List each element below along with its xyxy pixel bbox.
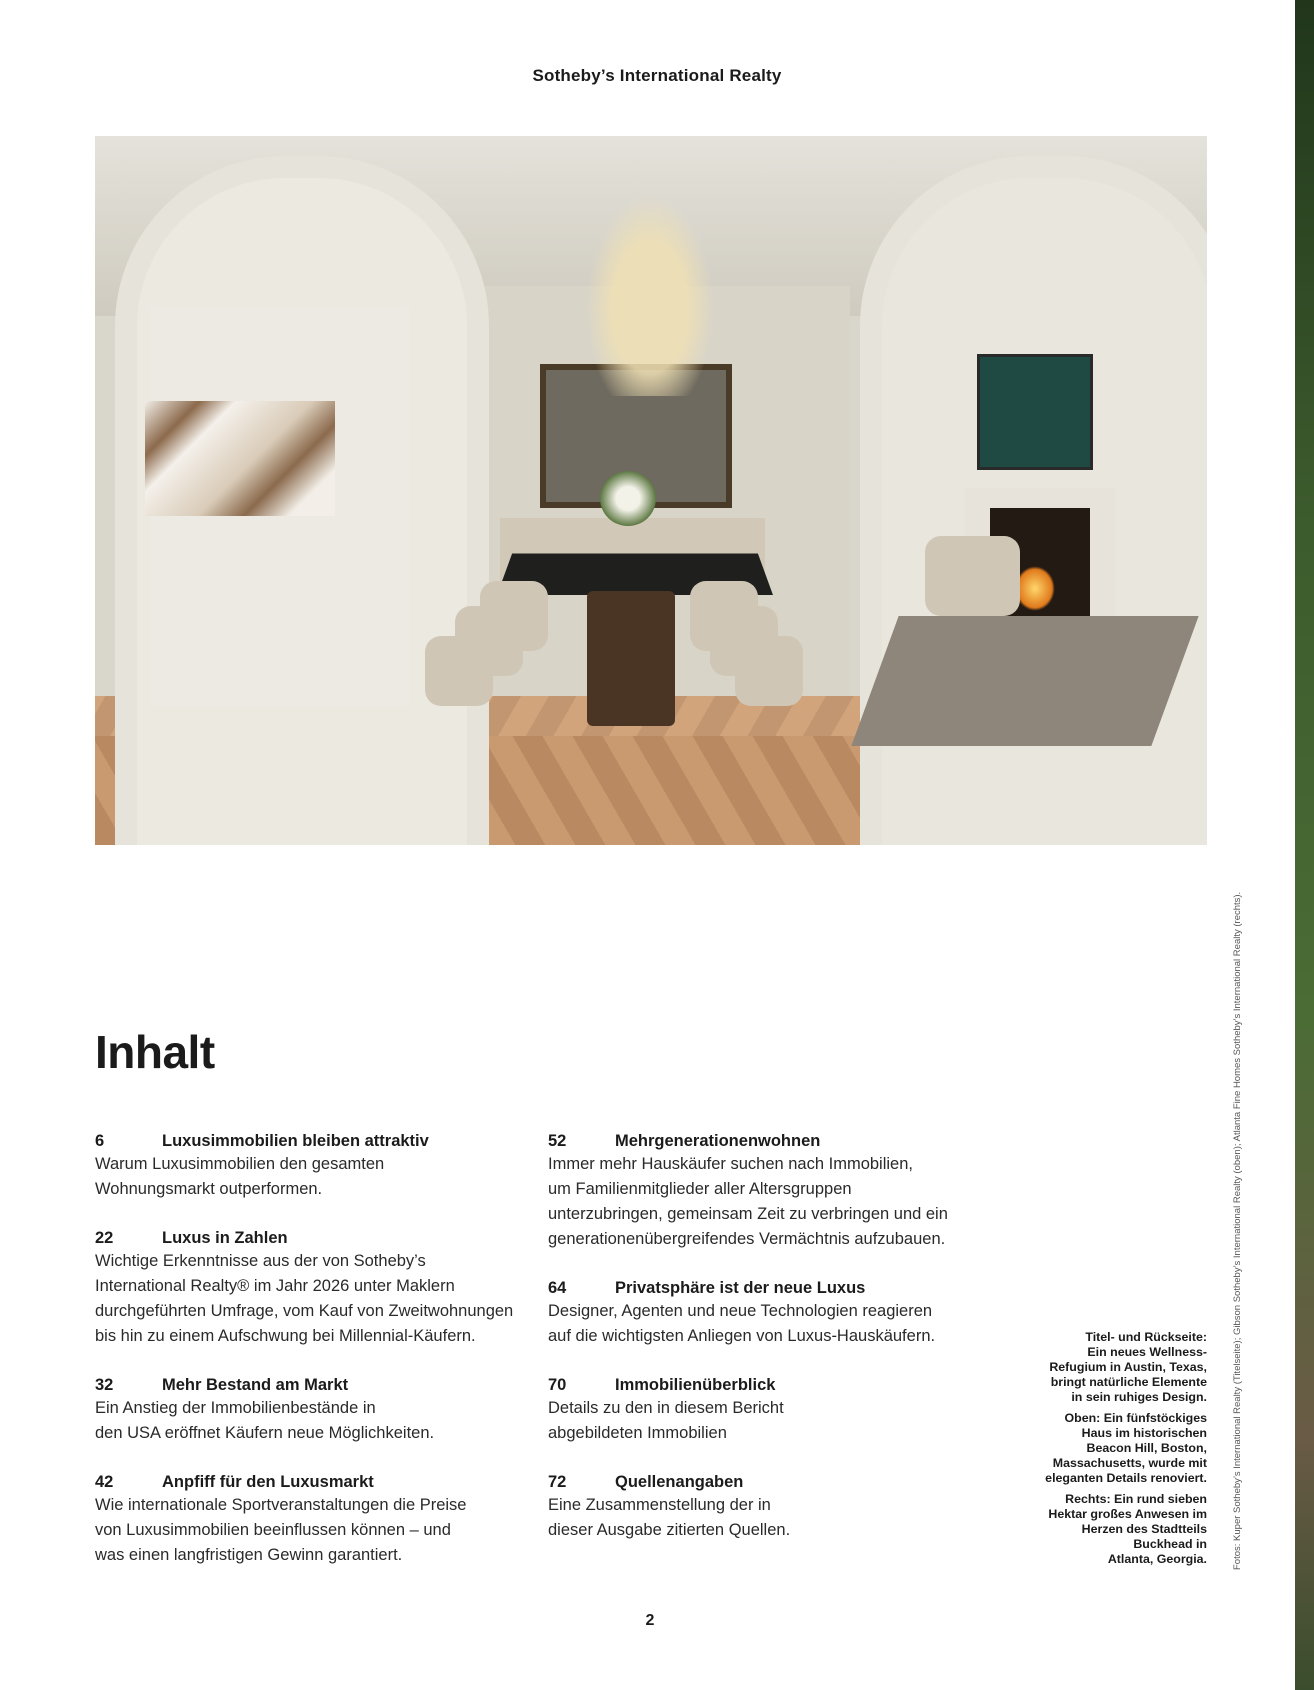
toc-entry-title: Luxusimmobilien bleiben attraktiv [162, 1132, 429, 1150]
toc-entry-title: Mehr Bestand am Markt [162, 1376, 349, 1394]
toc-entry-title: Luxus in Zahlen [162, 1229, 288, 1247]
toc-entry-heading [548, 1471, 978, 1493]
toc-page-number: 52 [548, 1132, 567, 1150]
photo-painting [977, 354, 1093, 470]
toc-entry-heading [95, 1227, 535, 1249]
toc-column-2 [548, 1130, 978, 1543]
toc-entry [95, 1471, 535, 1568]
toc-entry-description: Wie internationale Sportveranstaltungen die Preise von Luxusimmobilien beeinflussen können – und was einen langfristigen Gewinn garantiert. [95, 1496, 467, 1564]
photo-chair [690, 581, 758, 651]
toc-entry-description: Eine Zusammenstellung der in dieser Ausgabe zitierten Quellen. [548, 1496, 791, 1539]
photo-rug [851, 616, 1198, 746]
photo-marble-backsplash [145, 401, 335, 516]
toc-page-number: 42 [95, 1473, 114, 1491]
toc-entry [95, 1374, 535, 1446]
toc-entry-description: Wichtige Erkenntnisse aus der von Sotheby’s International Realty® im Jahr 2026 unter Maklern durchgeführten Umfrage, vom Kauf von Zweitwohnungen bis hin zu einem Aufschwung bei Millennial-Käufern. [95, 1252, 514, 1345]
caption-top: Oben: Ein fünfstöckiges Haus im historischen Beacon Hill, Boston, Massachusetts, wurde mit eleganten Details renoviert. [1045, 1411, 1207, 1485]
publisher-name: Sotheby’s International Realty [532, 66, 782, 85]
photo-flowers [600, 471, 656, 526]
toc-entry [548, 1374, 978, 1446]
page-title: Inhalt [95, 1026, 215, 1078]
adjacent-page-photo-edge [1295, 0, 1314, 1690]
toc-page-number: 32 [95, 1376, 114, 1394]
photo-armchair [925, 536, 1020, 616]
toc-entry-description: Warum Luxusimmobilien den gesamten Wohnungsmarkt outperformen. [95, 1155, 385, 1198]
toc-entry-description: Details zu den in diesem Bericht abgebildeten Immobilien [548, 1399, 784, 1442]
toc-page-number: 72 [548, 1473, 567, 1491]
photo-captions [1010, 1330, 1207, 1573]
toc-page-number: 70 [548, 1376, 567, 1394]
toc-entry [95, 1130, 535, 1202]
page-number: 2 [645, 1612, 655, 1629]
photo-chandelier [575, 176, 725, 396]
toc-entry-title: Immobilienüberblick [615, 1376, 776, 1394]
toc-entry-heading [95, 1130, 535, 1152]
toc-entry-heading [95, 1374, 535, 1396]
toc-entry [95, 1227, 535, 1349]
toc-entry-title: Anpfiff für den Luxusmarkt [162, 1473, 374, 1491]
toc-entry-heading [548, 1277, 978, 1299]
toc-entry-description: Immer mehr Hauskäufer suchen nach Immobilien, um Familienmitglieder aller Altersgruppen unterzubringen, gemeinsam Zeit zu verbringen und ein generationenübergreifendes Vermächtnis aufzubauen. [548, 1155, 948, 1248]
caption-right: Rechts: Ein rund sieben Hektar großes Anwesen im Herzen des Stadtteils Buckhead in Atlanta, Georgia. [1048, 1492, 1207, 1566]
photo-credit-wrapper [1228, 790, 1248, 1570]
photo-credit: Fotos: Kuper Sotheby’s International Realty (Titelseite); Gibson Sotheby’s International Realty (oben); Atlanta Fine Homes Sotheby’s International Realty (rechts). [1232, 891, 1243, 1570]
hero-photo-dining-room [95, 136, 1207, 845]
toc-entry-title: Quellenangaben [615, 1473, 744, 1491]
photo-table-pedestal [587, 591, 675, 726]
toc-entry [548, 1130, 978, 1252]
toc-column-1 [95, 1130, 535, 1568]
toc-entry-description: Ein Anstieg der Immobilienbestände in den USA eröffnet Käufern neue Möglichkeiten. [95, 1399, 435, 1442]
toc-entry-title: Mehrgenerationenwohnen [615, 1132, 821, 1150]
toc-page-number: 22 [95, 1229, 114, 1247]
toc-entry-heading [548, 1374, 978, 1396]
caption-cover: Titel- und Rückseite: Ein neues Wellness- Refugium in Austin, Texas, bringt natürliche Elemente in sein ruhiges Design. [1049, 1330, 1207, 1404]
toc-entry-title: Privatsphäre ist der neue Luxus [615, 1279, 866, 1297]
photo-fire [1015, 566, 1055, 611]
toc-page-number: 6 [95, 1132, 105, 1150]
toc-entry-description: Designer, Agenten und neue Technologien reagieren auf die wichtigsten Anliegen von Luxus-Hauskäufern. [548, 1302, 936, 1345]
photo-chair [480, 581, 548, 651]
toc-entry-heading [95, 1471, 535, 1493]
toc-page-number: 64 [548, 1279, 567, 1297]
toc-entry-heading [548, 1130, 978, 1152]
toc-entry [548, 1471, 978, 1543]
toc-entry [548, 1277, 978, 1349]
